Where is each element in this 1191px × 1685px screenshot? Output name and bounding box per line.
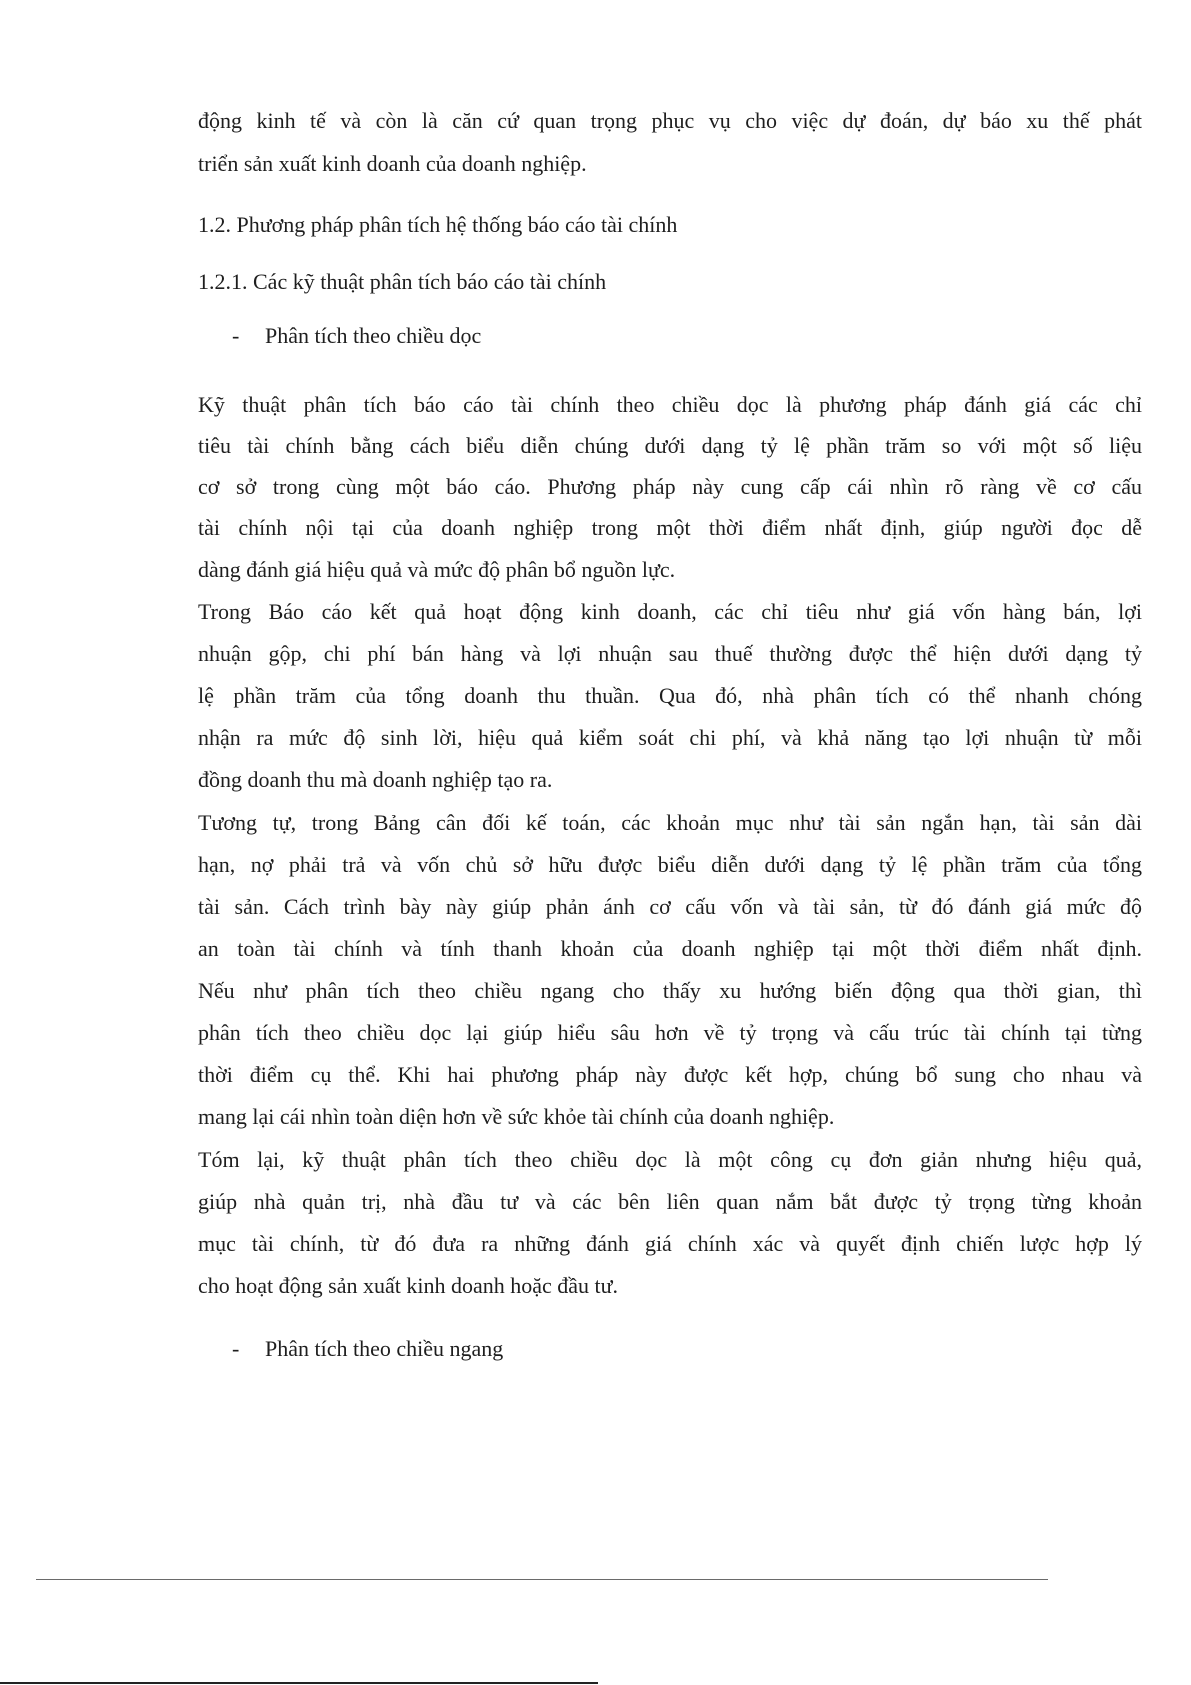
footnote-separator <box>36 1579 1048 1580</box>
para3-line-8: mang lại cái nhìn toàn diện hơn về sức khỏe tài chính của doanh nghiệp. <box>198 1104 835 1129</box>
para3-line-4: an toàn tài chính và tính thanh khoản của doanh nghiệp tại một thời điểm nhất định. <box>198 936 1142 961</box>
para4-line-2: giúp nhà quản trị, nhà đầu tư và các bên liên quan nắm bắt được tỷ trọng từng khoản <box>198 1189 1142 1214</box>
para1-line-1: Kỹ thuật phân tích báo cáo tài chính theo chiều dọc là phương pháp đánh giá các chỉ <box>198 392 1142 417</box>
para1-line-5: dàng đánh giá hiệu quả và mức độ phân bổ nguồn lực. <box>198 557 676 582</box>
para2-line-2: nhuận gộp, chi phí bán hàng và lợi nhuận sau thuế thường được thể hiện dưới dạng tỷ <box>198 641 1142 666</box>
para3-line-2: hạn, nợ phải trả và vốn chủ sở hữu được biểu diễn dưới dạng tỷ lệ phần trăm của tổng <box>198 852 1142 877</box>
para3-line-5: Nếu như phân tích theo chiều ngang cho thấy xu hướng biến động qua thời gian, thì <box>198 978 1142 1003</box>
section-heading-1-2-1: 1.2.1. Các kỹ thuật phân tích báo cáo tài chính <box>198 269 607 294</box>
para1-line-4: tài chính nội tại của doanh nghiệp trong một thời điểm nhất định, giúp người đọc dễ <box>198 515 1142 540</box>
bottom-rule <box>0 1682 598 1684</box>
para1-line-3: cơ sở trong cùng một báo cáo. Phương pháp này cung cấp cái nhìn rõ ràng về cơ cấu <box>198 474 1142 499</box>
para2-line-3: lệ phần trăm của tổng doanh thu thuần. Qua đó, nhà phân tích có thể nhanh chóng <box>198 683 1142 708</box>
bullet-horizontal-analysis: Phân tích theo chiều ngang <box>265 1336 504 1361</box>
para1-line-2: tiêu tài chính bằng cách biểu diễn chúng dưới dạng tỷ lệ phần trăm so với một số liệu <box>198 433 1142 458</box>
intro-line-2: triển sản xuất kinh doanh của doanh nghiệp. <box>198 151 587 176</box>
bullet-vertical-analysis: Phân tích theo chiều dọc <box>265 323 482 348</box>
bullet-dash-2: - <box>232 1336 240 1361</box>
para4-line-1: Tóm lại, kỹ thuật phân tích theo chiều dọc là một công cụ đơn giản nhưng hiệu quả, <box>198 1147 1142 1172</box>
para3-line-7: thời điểm cụ thể. Khi hai phương pháp này được kết hợp, chúng bổ sung cho nhau và <box>198 1062 1142 1087</box>
para4-line-4: cho hoạt động sản xuất kinh doanh hoặc đầu tư. <box>198 1273 619 1298</box>
para3-line-3: tài sản. Cách trình bày này giúp phản ánh cơ cấu vốn và tài sản, từ đó đánh giá mức độ <box>198 894 1142 919</box>
para3-line-1: Tương tự, trong Bảng cân đối kế toán, các khoản mục như tài sản ngắn hạn, tài sản dài <box>198 810 1142 835</box>
section-heading-1-2: 1.2. Phương pháp phân tích hệ thống báo cáo tài chính <box>198 212 678 237</box>
bullet-dash-1: - <box>232 323 240 348</box>
para2-line-1: Trong Báo cáo kết quả hoạt động kinh doanh, các chỉ tiêu như giá vốn hàng bán, lợi <box>198 599 1142 624</box>
para2-line-4: nhận ra mức độ sinh lời, hiệu quả kiểm soát chi phí, và khả năng tạo lợi nhuận từ mỗi <box>198 725 1142 750</box>
para4-line-3: mục tài chính, từ đó đưa ra những đánh giá chính xác và quyết định chiến lược hợp lý <box>198 1231 1142 1256</box>
para3-line-6: phân tích theo chiều dọc lại giúp hiểu sâu hơn về tỷ trọng và cấu trúc tài chính tại từng <box>198 1020 1142 1045</box>
para2-line-5: đồng doanh thu mà doanh nghiệp tạo ra. <box>198 767 553 792</box>
intro-line-1: động kinh tế và còn là căn cứ quan trọng phục vụ cho việc dự đoán, dự báo xu thế phát <box>198 108 1142 133</box>
